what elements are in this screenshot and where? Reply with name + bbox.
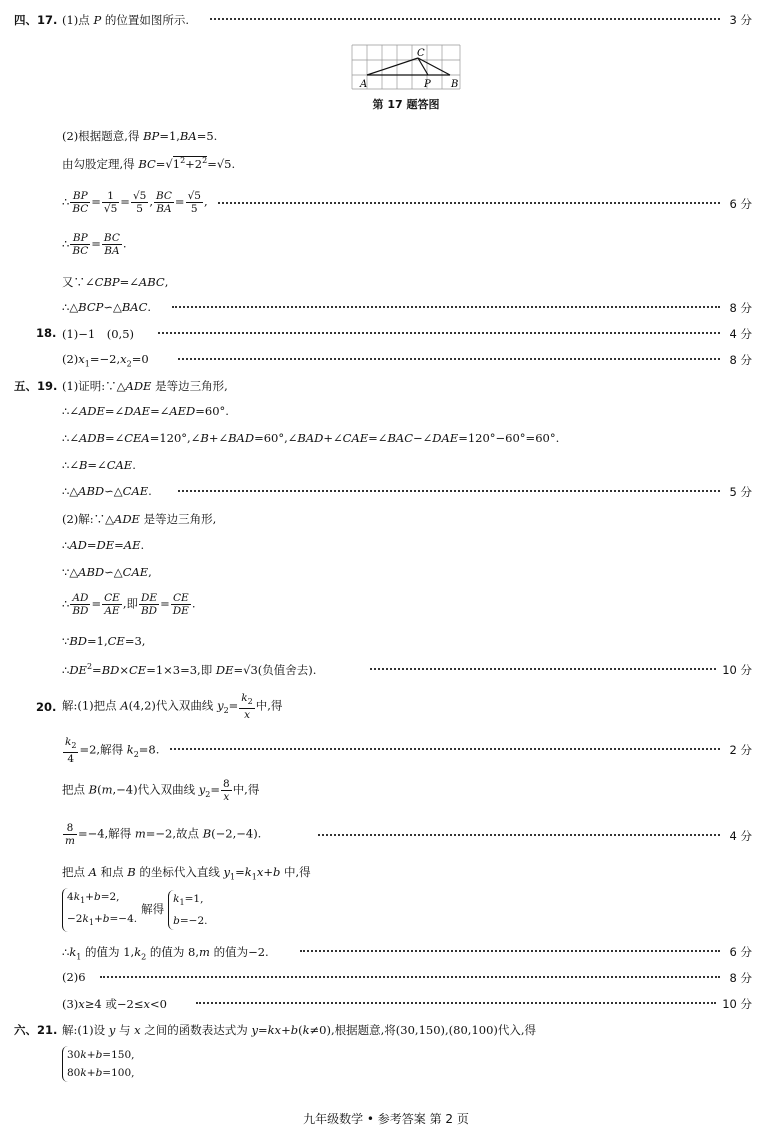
label-P: P: [424, 79, 431, 90]
dot-leader: [172, 306, 720, 308]
q19-line-1: 五、19. (1)证明:∵△ADE 是等边三角形,: [14, 379, 228, 393]
score: 6 分: [729, 197, 752, 211]
q19-line-8: ∵△ABD∽△CAE,: [62, 565, 152, 579]
question-number: 六、21.: [14, 1023, 58, 1037]
q19-line-5: ∴△ABD∽△CAE. 5 分: [62, 484, 752, 499]
label-A: A: [360, 79, 368, 90]
score: 5 分: [729, 485, 752, 499]
q20-line-5: 把点 A 和点 B 的坐标代入直线 $y_1=k_1x+b$ 中,得: [62, 865, 311, 882]
q17-line-3: 由勾股定理,得 $BC=√1^2+2^2=√5$.: [62, 156, 236, 171]
q21-line-1: 六、21. 解:(1)设 y 与 x 之间的函数表达式为 y=kx+b(k≠0),根据题意,将(30,150),(80,100)代入,得: [14, 1023, 537, 1037]
score: 8 分: [729, 971, 752, 985]
question-number: 五、19.: [14, 379, 58, 393]
question-number: 18.: [36, 326, 57, 340]
dot-leader: [210, 18, 720, 20]
score: 8 分: [729, 301, 752, 315]
dot-leader: [196, 1002, 716, 1004]
q20-line-9: (3)x≥4 或−2≤x<0 10 分: [62, 997, 752, 1011]
dot-leader: [370, 668, 716, 670]
q18-line-2: $(2)x_1=-2,x_2=0$ 8 分: [62, 352, 752, 369]
q19-line-9: ∴ $\frac{AD}{BD}$ = $\frac{CE}{AE}$ ,即 $\frac{DE}{BD}$ = $\frac{CE}{DE}$ .: [62, 592, 196, 617]
score: 3 分: [729, 13, 752, 27]
q17-line-6: 又∵∠CBP=∠ABC,: [62, 275, 169, 289]
q18-line-1: 18. (1)−1 (0,5) 4 分: [36, 326, 752, 341]
score: 10 分: [722, 663, 752, 677]
q19-line-4: ∴∠B=∠CAE.: [62, 458, 136, 472]
q19-line-10: ∵BD=1,CE=3,: [62, 634, 146, 648]
q20-line-6: $4k_1+b=2$, $-2k_1+b=-4$. 解得 $k_1=1$, b=−2.: [0, 888, 772, 932]
question-number: 四、17.: [14, 13, 58, 27]
q19-line-2: ∴∠ADE=∠DAE=∠AED=60°.: [62, 404, 229, 418]
q20-line-7: $\therefore k_1$ 的值为 $1,k_2$ 的值为 8,m 的值为−2. 6 分: [62, 945, 752, 962]
q20-line-3: 把点 B(m,−4)代入双曲线 $y_2=$ $\frac{8}{x}$ 中,得: [62, 778, 260, 803]
label-C: C: [417, 48, 425, 59]
label-B: B: [451, 79, 459, 90]
page-footer: 九年级数学 • 参考答案 第 2 页: [303, 1112, 469, 1126]
q20-line-1: 20. 解:(1)把点 A(4,2)代入双曲线 $y_2=$ $\frac{k_2}{x}$ 中,得: [36, 692, 283, 722]
question-number: 20.: [36, 700, 57, 714]
score: 8 分: [729, 353, 752, 367]
q19-line-11: $\therefore DE^2=BD\times CE=1\times 3=3$,即 DE=√3(负值舍去). 10 分: [62, 662, 752, 677]
dot-leader: [158, 332, 720, 334]
dot-leader: [300, 950, 720, 952]
q17-line-1: [0, 10, 772, 30]
score: 10 分: [722, 997, 752, 1011]
score: 2 分: [729, 743, 752, 757]
q20-line-8: (2)6 8 分: [62, 970, 752, 985]
q17-figure: [350, 43, 462, 91]
score: 6 分: [729, 945, 752, 959]
dot-leader: [318, 834, 720, 836]
dot-leader: [178, 490, 720, 492]
q19-line-6: (2)解:∵△ADE 是等边三角形,: [62, 512, 217, 526]
figure-caption: 第 17 题答图: [372, 98, 440, 111]
q19-line-7: ∴AD=DE=AE.: [62, 538, 145, 552]
dot-leader: [218, 202, 720, 204]
score: 4 分: [729, 327, 752, 341]
q17-line-5: ∴ $\frac{BP}{BC}$ = $\frac{BC}{BA}$ .: [62, 232, 127, 257]
score: 4 分: [729, 829, 752, 843]
dot-leader: [170, 748, 720, 750]
q20-line-4: $\frac{8}{m}$ =−4,解得 m=−2,故点 B(−2,−4). 4 分: [65, 822, 752, 847]
q17-line-4: ∴ $\frac{BP}{BC}$ = $\frac{1}{√5}$ = $\frac{√5}{5}$ , $\frac{BC}{BA}$ = $\frac{√5}{5}$ , 6 分: [62, 190, 752, 215]
q19-line-3: ∴∠ADB=∠CEA=120°,∠B+∠BAD=60°,∠BAD+∠CAE=∠BAC−∠DAE=120°−60°=60°.: [62, 431, 560, 445]
q17-line-2: (2)根据题意,得 BP=1,BA=5.: [62, 129, 218, 143]
q21-line-2: 30k+b=150, 80k+b=100,: [0, 1046, 772, 1090]
dot-leader: [100, 976, 720, 978]
q20-line-2: $\frac{k_2}{4}$ =2,解得 $k_2=8$. 2 分: [65, 736, 752, 766]
q17-line-7: ∴△BCP∽△BAC. 8 分: [62, 300, 752, 315]
dot-leader: [178, 358, 720, 360]
answer-text: (1)点 P 的位置如图所示.: [62, 13, 190, 27]
